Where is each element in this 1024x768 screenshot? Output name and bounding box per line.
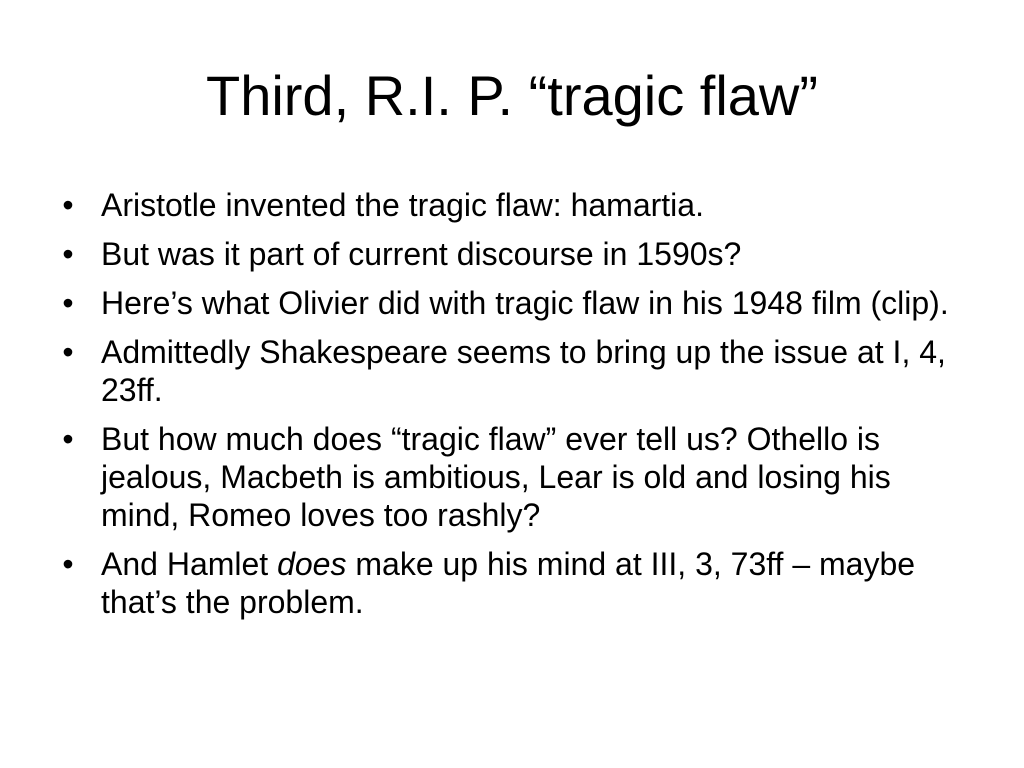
bullet-text: Aristotle invented the tragic flaw: hamartia.	[101, 187, 704, 223]
bullet-text: But how much does “tragic flaw” ever tell us? Othello is jealous, Macbeth is ambitious, Lear is old and losing his mind, Romeo loves too rashly?	[101, 421, 891, 533]
bullet-item	[56, 420, 976, 534]
slide-title: Third, R.I. P. “tragic flaw”	[205, 64, 818, 127]
bullet-list	[56, 186, 976, 632]
bullet-text-part: And Hamlet	[101, 546, 278, 582]
bullet-icon: •	[62, 334, 74, 370]
bullet-text: Here’s what Olivier did with tragic flaw in his 1948 film (clip).	[101, 285, 949, 321]
bullet-item	[56, 284, 976, 322]
bullet-text: But was it part of current discourse in 1590s?	[101, 236, 742, 272]
bullet-icon: •	[62, 285, 74, 321]
bullet-icon: •	[62, 546, 74, 582]
bullet-text-part: make up his mind at III, 3, 73ff – maybe that’s the problem.	[101, 546, 916, 620]
emphasis-text: does	[277, 546, 347, 582]
bullet-item	[56, 186, 976, 224]
bullet-item	[56, 545, 976, 621]
bullet-icon: •	[62, 187, 74, 223]
bullet-icon: •	[62, 421, 74, 457]
bullet-item	[56, 333, 976, 409]
bullet-item	[56, 235, 976, 273]
bullet-text	[101, 546, 915, 620]
bullet-text: Admittedly Shakespeare seems to bring up the issue at I, 4, 23ff.	[101, 334, 946, 408]
bullet-icon: •	[62, 236, 74, 272]
